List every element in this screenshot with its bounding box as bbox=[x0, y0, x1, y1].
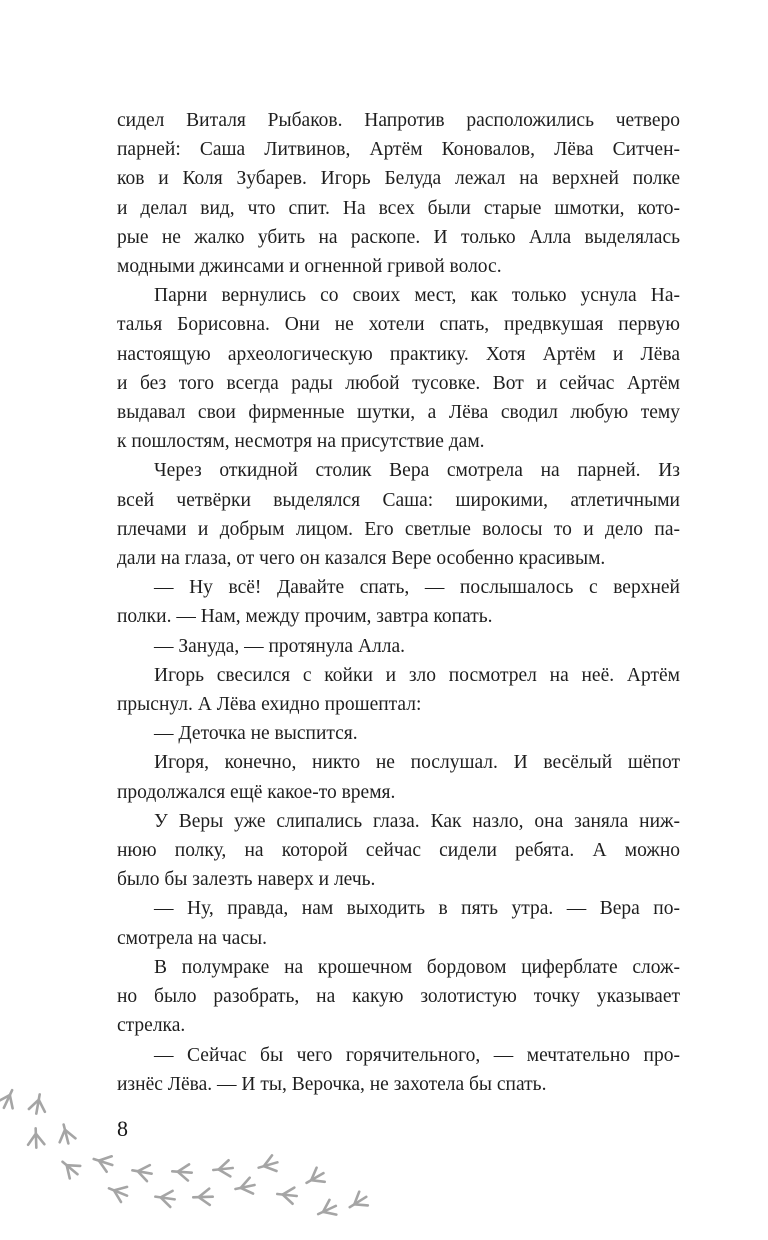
text-line: — Сейчас бы чего горячительного, — мечтательно про- bbox=[154, 1044, 680, 1066]
text-line: Игоря, конечно, никто не послушал. И весёлый шёпот bbox=[154, 752, 680, 774]
text-line: парней: Саша Литвинов, Артём Коновалов, Лёва Ситчен- bbox=[117, 139, 680, 161]
bird-track-icon bbox=[297, 1160, 333, 1196]
bird-track-icon bbox=[190, 1184, 217, 1211]
text-line: прыснул. А Лёва ехидно прошептал: bbox=[117, 694, 422, 716]
text-line: продолжался ещё какое-то время. bbox=[117, 781, 396, 803]
paragraph bbox=[117, 281, 680, 456]
paragraph bbox=[117, 573, 680, 631]
paragraph bbox=[117, 106, 680, 281]
page-number: 8 bbox=[117, 1116, 128, 1141]
text-line: У Веры уже слипались глаза. Как назло, она заняла ниж- bbox=[154, 810, 680, 832]
bird-track-icon bbox=[310, 1193, 345, 1228]
text-line: ков и Коля Зубарев. Игорь Белуда лежал на верхней полке bbox=[117, 168, 680, 190]
bird-track-icon bbox=[52, 1150, 89, 1187]
text-line: В полумраке на крошечном бордовом циферблате слож- bbox=[154, 956, 680, 978]
text-line: модными джинсами и огненной гривой волос. bbox=[117, 256, 502, 278]
text-line: Через откидной столик Вера смотрела на парней. Из bbox=[154, 460, 680, 482]
text-line: дали на глаза, от чего он казался Вере особенно красивым. bbox=[117, 548, 606, 570]
text-line: сидел Виталя Рыбаков. Напротив расположились четверо bbox=[117, 110, 680, 131]
text-line: и без того всегда рады любой тусовке. Вот и сейчас Артём bbox=[117, 372, 680, 394]
bird-track-icon bbox=[252, 1149, 284, 1181]
text-line: — Ну, правда, нам выходить в пять утра. — Вера по- bbox=[154, 898, 680, 920]
paragraph bbox=[117, 1041, 680, 1099]
bird-track-icon bbox=[209, 1155, 238, 1184]
page-text bbox=[117, 106, 680, 1099]
text-line: к пошлостям, несмотря на присутствие дам. bbox=[117, 431, 485, 453]
text-line: Игорь свесился с койки и зло посмотрел на неё. Артём bbox=[154, 664, 680, 686]
paragraph bbox=[117, 894, 680, 952]
bird-track-icon bbox=[50, 1118, 82, 1150]
bird-track-icon bbox=[101, 1175, 135, 1209]
text-line: нюю полку, на которой сейчас сидели ребята. А можно bbox=[117, 840, 680, 862]
text-line: — Зануда, — протянула Алла. bbox=[154, 635, 406, 657]
bird-track-icon bbox=[87, 1146, 120, 1179]
text-line: — Деточка не выспится. bbox=[154, 723, 358, 745]
text-line: — Ну всё! Давайте спать, — послышалось с верхней bbox=[154, 577, 680, 599]
text-line: Парни вернулись со своих мест, как только уснула На- bbox=[154, 285, 680, 307]
text-line: полки. — Нам, между прочим, завтра копать. bbox=[117, 606, 493, 628]
bird-track-icon bbox=[23, 1089, 53, 1119]
text-line: изнёс Лёва. — И ты, Верочка, не захотела бы спать. bbox=[117, 1073, 547, 1095]
text-line: рые не жалко убить на раскопе. И только Алла выделялась bbox=[117, 226, 680, 248]
paragraph bbox=[117, 661, 680, 719]
paragraph bbox=[117, 748, 680, 806]
bird-track-icon bbox=[168, 1158, 196, 1186]
text-line: было бы залезть наверх и лечь. bbox=[117, 869, 376, 891]
text-line: стрелка. bbox=[117, 1015, 186, 1037]
text-line: плечами и добрым лицом. Его светлые волосы то и дело па- bbox=[117, 518, 680, 540]
bird-track-icon bbox=[23, 1125, 50, 1152]
text-line: настоящую археологическую практику. Хотя Артём и Лёва bbox=[117, 343, 680, 365]
paragraph bbox=[117, 719, 680, 748]
text-line: и делал вид, что спит. На всех были старые шмотки, кото- bbox=[117, 197, 680, 219]
paragraph bbox=[117, 632, 680, 661]
paragraph bbox=[117, 953, 680, 1041]
bird-track-icon bbox=[273, 1181, 302, 1210]
text-line: талья Борисовна. Они не хотели спать, предвкушая первую bbox=[117, 314, 680, 336]
text-line: всей четвёрки выделялся Саша: широкими, атлетичными bbox=[117, 489, 680, 511]
bird-track-icon bbox=[230, 1172, 261, 1203]
paragraph bbox=[117, 807, 680, 895]
bird-track-icon bbox=[340, 1184, 376, 1220]
bird-track-icon bbox=[150, 1183, 179, 1212]
bird-track-icon bbox=[0, 1082, 25, 1117]
bird-track-icon bbox=[127, 1157, 157, 1187]
text-line: смотрела на часы. bbox=[117, 927, 267, 949]
paragraph bbox=[117, 456, 680, 573]
text-line: выдавал свои фирменные шутки, а Лёва сводил любую тему bbox=[117, 402, 680, 424]
text-line: но было разобрать, на какую золотистую точку указывает bbox=[117, 986, 680, 1008]
